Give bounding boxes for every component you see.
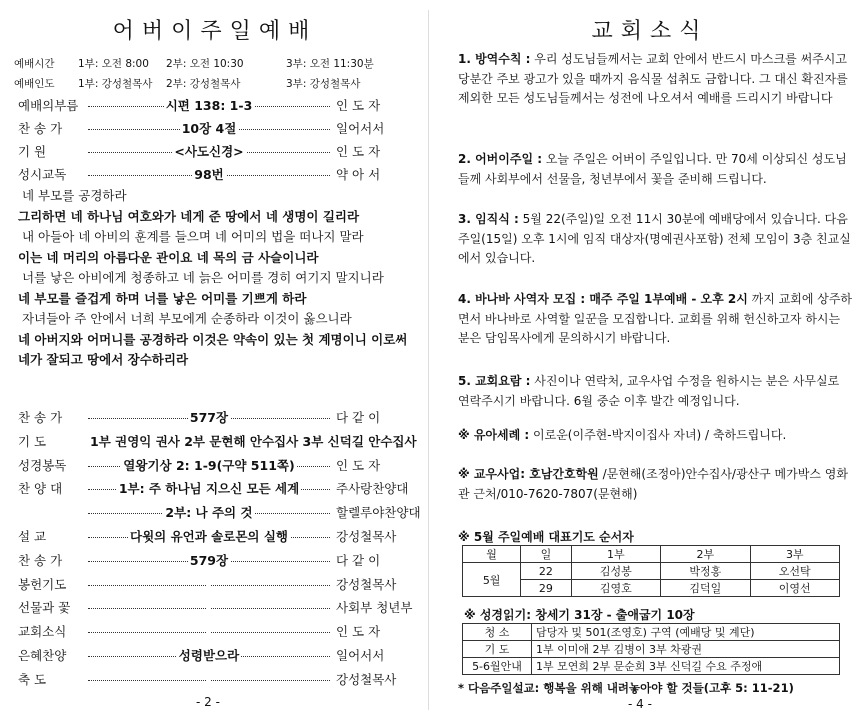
prayer-table [462, 545, 840, 597]
prayer-cell: 오선탁 [750, 563, 840, 580]
right-page [440, 0, 860, 720]
order-label: 축 도 [18, 671, 47, 687]
bible-reading: ※ 성경읽기: 창세기 31장 - 출애굽기 10장 [464, 608, 695, 622]
order-role: 할렐루야찬양대 [336, 505, 421, 521]
order-item [88, 598, 330, 618]
reading-line: 내 아들아 네 아비의 훈계를 들으며 네 어미의 법을 떠나지 말라 [22, 229, 364, 244]
order-row [18, 432, 417, 452]
service-title: 어버이주일예배 [112, 19, 318, 44]
order-label: 예배의부름 [18, 98, 79, 113]
prayer-day: 29 [521, 580, 571, 597]
prayer-day: 22 [521, 563, 571, 580]
order-role: 다 같 이 [336, 410, 381, 425]
news-title: ※ 교우사업: 호남간호학원 [458, 467, 599, 481]
order-role: 주사랑찬양대 [336, 481, 409, 497]
order-item-text: 2부: 나 주의 것 [165, 505, 253, 521]
order-row [18, 646, 408, 666]
news-body: 사진이나 연락처, 교우사업 수정을 원하시는 분은 사무실로 연락주시기 바랍니다. 6월 중순 이후 발간 예정입니다. [458, 374, 840, 408]
order-label: 기 도 [18, 433, 47, 449]
news-title: 4. 바나바 사역자 모집 : 매주 주일 1부예배 - 오후 2시 [458, 292, 748, 306]
duty-value: 담당자 및 501(조영호) 구역 (예배당 및 계단) [532, 624, 840, 641]
prayer-header: 월 [463, 546, 521, 563]
order-row [18, 165, 408, 185]
order-role: 사회부 청년부 [336, 600, 413, 616]
prayer-header: 3부 [750, 546, 840, 563]
order-role: 인 도 자 [336, 624, 381, 640]
order-label: 성시교독 [18, 167, 67, 182]
time-2: 2부: 오전 10:30 [166, 58, 244, 70]
order-row [18, 503, 421, 523]
order-item [88, 432, 417, 452]
order-item [88, 408, 330, 428]
order-row [18, 551, 408, 571]
order-label: 찬 송 가 [18, 410, 63, 425]
duty-label: 청 소 [463, 624, 532, 641]
order-item-text: 10장 4절 [181, 121, 237, 136]
order-item-text [207, 672, 211, 687]
order-row [18, 96, 408, 116]
order-item-text: 성령받으라 [178, 648, 240, 663]
reading-line: 네 아버지와 어머니를 공경하라 이것은 약속이 있는 첫 계명이니 이로써 네가 잘되고 땅에서 장수하리라 [18, 331, 408, 367]
order-item-text: 1부 권영익 권사 2부 문현해 안수집사 3부 신덕길 안수집사 [90, 433, 417, 449]
order-role: 약 아 서 [336, 167, 381, 182]
order-role: 일어서서 [336, 121, 385, 136]
order-item-text: 1부: 주 하나님 지으신 모든 세계 [118, 481, 300, 497]
news-body: 이로운(이주현-박지이집사 자녀) / 축하드립니다. [533, 428, 787, 442]
order-item [88, 670, 330, 690]
order-item-text: 시편 138: 1-3 [165, 98, 253, 113]
leader-3: 3부: 강성철목사 [286, 78, 361, 90]
order-row [18, 575, 408, 595]
news-item [458, 372, 854, 411]
order-role: 인 도 자 [336, 144, 381, 159]
order-label: 은혜찬양 [18, 648, 67, 663]
news-title: 5. 교회요람 : [458, 374, 531, 388]
order-row [18, 408, 408, 428]
reading-line: 네 부모를 즐겁게 하며 너를 낳은 어미를 기쁘게 하라 [18, 290, 307, 306]
news-item [458, 426, 854, 446]
order-item [88, 119, 330, 139]
prayer-title: ※ 5월 주일예배 대표기도 순서자 [458, 530, 634, 544]
news-item [458, 465, 854, 504]
news-title: 1. 방역수칙 : [458, 52, 531, 66]
order-label: 찬 송 가 [18, 552, 63, 568]
order-label: 봉헌기도 [18, 576, 67, 592]
order-role: 인 도 자 [336, 98, 381, 113]
reading-line: 이는 네 머리의 아름다운 관이요 네 목의 금 사슬이니라 [18, 249, 319, 265]
order-label: 설 교 [18, 529, 47, 544]
responsive-reading [18, 186, 412, 371]
prayer-cell: 이영선 [750, 580, 840, 597]
leader-2: 2부: 강성철목사 [166, 78, 241, 90]
order-item [88, 575, 330, 595]
order-item-text: 577장 [189, 410, 229, 425]
order-item-text: <사도신경> [174, 144, 244, 159]
prayer-header: 1부 [571, 546, 660, 563]
news-item [458, 210, 854, 269]
order-role: 인 도 자 [336, 457, 381, 473]
times-label: 예배시간 [14, 58, 55, 70]
order-label: 찬 송 가 [18, 121, 63, 136]
time-1: 1부: 오전 8:00 [78, 58, 149, 70]
order-item [88, 551, 330, 571]
order-row [18, 527, 408, 547]
order-row [18, 456, 408, 476]
order-item [88, 456, 330, 476]
news-body: 우리 성도님들께서는 교회 안에서 반드시 마스크를 써주시고 당분간 주보 광고가 있을 때까지 음식물 섭취도 금합니다. 그 대신 확진자를 제외한 모든 성도님들께서는 성전에 나오셔서 예배를 드리시기 바랍니다 [458, 52, 848, 105]
duty-label: 5-6월안내 [463, 658, 532, 675]
order-item-text [207, 600, 211, 615]
order-item [88, 479, 330, 499]
prayer-cell: 김성봉 [571, 563, 660, 580]
order-item-text [207, 624, 211, 639]
order-label: 찬 양 대 [18, 481, 63, 497]
news-body: /문현해(조정아)안수집사/광산구 메가박스 영화관 근처/010-7620-7807(문현해) [458, 467, 848, 501]
reading-line: 너를 낳은 아비에게 청종하고 네 늙은 어미를 경히 여기지 말지니라 [22, 270, 384, 285]
order-row [18, 142, 408, 162]
order-row [18, 598, 413, 618]
order-item-text: 579장 [189, 552, 229, 568]
next-sermon: * 다음주일설교: 행복을 위해 내려놓아야 할 것들(고후 5: 11-21) [458, 681, 794, 695]
order-item-text: 열왕기상 2: 1-9(구약 511쪽) [123, 457, 295, 473]
order-row [18, 622, 408, 642]
order-item-text [207, 577, 211, 592]
service-leaders [14, 76, 360, 91]
order-item-text: 다윗의 유언과 솔로몬의 실행 [130, 529, 288, 544]
news-title: ※ 유아세례 : [458, 428, 530, 442]
order-item-text: 98번 [194, 167, 224, 182]
reading-line: 네 부모를 공경하라 [22, 188, 127, 203]
order-item [88, 142, 330, 162]
duty-value: 1부 모연희 2부 문순희 3부 신덕길 수요 주정애 [532, 658, 840, 675]
order-role: 강성철목사 [336, 671, 397, 687]
news-item [458, 290, 854, 349]
reading-line: 자녀들아 주 안에서 너희 부모에게 순종하라 이것이 옳으니라 [22, 311, 352, 326]
prayer-header: 2부 [661, 546, 750, 563]
reading-line: 그리하면 네 하나님 여호와가 네게 준 땅에서 네 생명이 길리라 [18, 208, 360, 224]
duty-value: 1부 이미애 2부 김병이 3부 차광권 [532, 641, 840, 658]
order-item [88, 96, 330, 116]
order-item [88, 527, 330, 547]
page-divider [428, 10, 429, 710]
order-role: 일어서서 [336, 648, 385, 663]
order-role: 강성철목사 [336, 576, 397, 592]
news-body: 오늘 주일은 어버이 주일입니다. 만 70세 이상되신 성도님들께 사회부에서 선물을, 청년부에서 꽃을 준비해 드립니다. [458, 152, 847, 186]
time-3: 3부: 오전 11:30분 [286, 58, 374, 70]
prayer-cell: 김덕일 [661, 580, 750, 597]
duty-table [462, 623, 840, 675]
prayer-month: 5월 [463, 563, 521, 597]
order-role: 다 같 이 [336, 552, 381, 568]
order-role: 강성철목사 [336, 529, 397, 544]
news-body: 까지 교회에 상주하면서 바나바로 사역할 일꾼을 모집합니다. 교회를 위해 헌신하고자 하시는 분은 담임목사에게 문의하시기 바랍니다. [458, 292, 853, 345]
page-number-left: - 2 - [196, 695, 220, 709]
order-item [88, 165, 330, 185]
order-row [18, 479, 408, 499]
prayer-cell: 박정홍 [661, 563, 750, 580]
news-item [458, 150, 854, 189]
news-title: 3. 임직식 : [458, 212, 519, 226]
order-item [88, 622, 330, 642]
news-title: 교회소식 [591, 19, 709, 44]
news-title: 2. 어버이주일 : [458, 152, 543, 166]
news-body: 5월 22(주일)일 오전 11시 30분에 예배당에서 있습니다. 다음 주일(15일) 오후 1시에 임직 대상자(명예권사포함) 전체 모임이 3층 친교실에서 있습니다. [458, 212, 851, 265]
leaders-label: 예배인도 [14, 78, 55, 90]
prayer-cell: 김영호 [571, 580, 660, 597]
service-times [14, 56, 374, 71]
order-item [88, 646, 330, 666]
duty-label: 기 도 [463, 641, 532, 658]
order-row [18, 119, 408, 139]
order-label: 선물과 꽃 [18, 600, 71, 616]
news-item [458, 50, 854, 109]
page-number-right: - 4 - [628, 697, 652, 711]
order-label: 교회소식 [18, 624, 67, 640]
order-label: 기 원 [18, 144, 47, 159]
order-item [88, 503, 330, 523]
order-row [18, 670, 408, 690]
prayer-header: 일 [521, 546, 571, 563]
order-label: 성경봉독 [18, 457, 67, 473]
leader-1: 1부: 강성철목사 [78, 78, 153, 90]
